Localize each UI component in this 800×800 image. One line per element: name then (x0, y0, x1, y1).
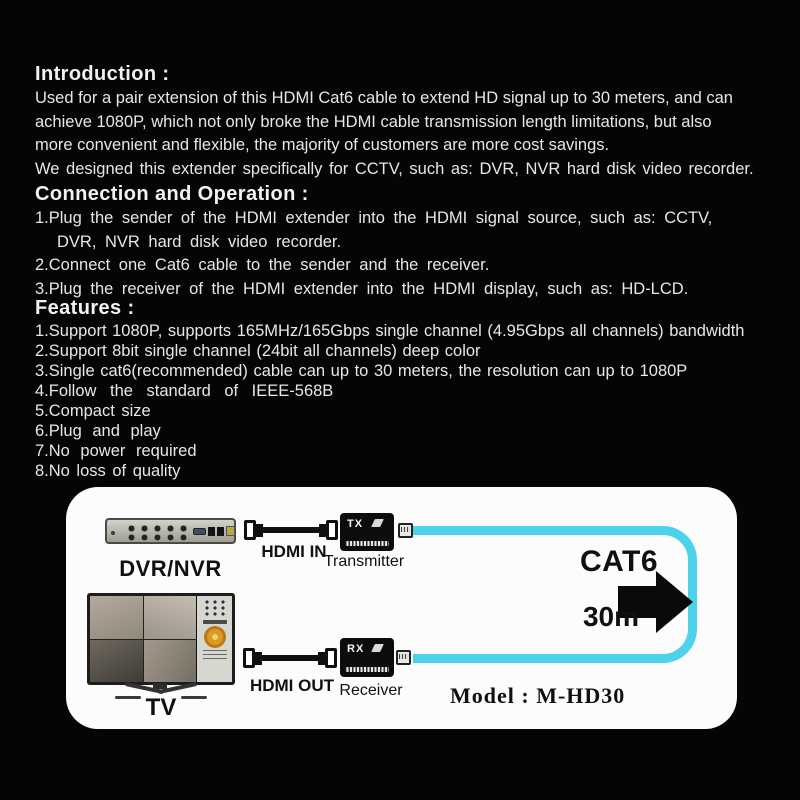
cable-type-label: CAT6 (579, 545, 659, 578)
fine-print-strip (345, 541, 389, 546)
feature-item: 1.Support 1080P, supports 165MHz/165Gbps single channel (4.95Gbps all channels) bandwidth (35, 322, 745, 340)
model-label: Model : M-HD30 (450, 683, 626, 708)
cctv-quad-view (90, 596, 196, 682)
cctv-camera-view (90, 640, 143, 683)
display-device-label: TV (145, 694, 177, 721)
dvr-device-illustration (105, 518, 236, 544)
introduction-heading: Introduction : (35, 63, 170, 85)
introduction-line: Used for a pair extension of this HDMI Cat6 cable to extend HD signal up to 30 meters, and can (35, 89, 733, 107)
tx-unit-label: TX (347, 518, 364, 530)
cctv-camera-view (144, 596, 197, 639)
transmitter-label: Transmitter (323, 553, 405, 570)
control-button-grid (202, 598, 228, 618)
cable-length-label: 30m (582, 601, 640, 632)
cable-ferrule (319, 524, 326, 537)
feature-item: 5.Compact size (35, 402, 151, 420)
usb-port-icon (217, 527, 224, 536)
cable-ferrule (318, 652, 325, 665)
hdmi-cable-illustration (243, 646, 337, 670)
features-section (35, 296, 770, 481)
tx-logo-mark (371, 519, 384, 527)
feature-item: 3.Single cat6(recommended) cable can up to 30 meters, the resolution can up to 1080P (35, 362, 688, 380)
tv-illustration (87, 593, 235, 685)
introduction-line: more convenient and flexible, the majority of customers are more cost savings. (35, 136, 610, 154)
connection-step: 3.Plug the receiver of the HDMI extender into the HDMI display, such as: HD-LCD. (35, 279, 689, 298)
cable-ferrule (255, 652, 262, 665)
introduction-line: We designed this extender specifically for CCTV, such as: DVR, NVR hard disk video recorder. (35, 159, 754, 178)
cable-cord (262, 655, 318, 661)
features-heading: Features : (35, 297, 135, 319)
connection-section (35, 182, 770, 301)
hdmi-plug-icon (244, 520, 256, 540)
cctv-camera-view (90, 596, 143, 639)
cable-cord (263, 527, 319, 533)
introduction-line: achieve 1080P, which not only broke the HDMI cable transmission length limitations, but also (35, 112, 712, 131)
hdmi-plug-icon (325, 648, 337, 668)
rx-unit-label: RX (347, 643, 365, 655)
rj45-plug-icon (398, 523, 413, 538)
hdmi-out-label: HDMI OUT (249, 676, 335, 695)
fine-print-strip (345, 667, 389, 672)
rj45-pins (401, 527, 410, 532)
feature-item: 6.Plug and play (35, 422, 161, 440)
control-text-lines (203, 650, 227, 662)
rj45-pins (399, 654, 408, 659)
feature-item: 2.Support 8bit single channel (24bit all channels) deep color (35, 342, 481, 360)
screw-icon (111, 531, 115, 535)
feature-item: 7.No power required (35, 442, 197, 460)
cctv-camera-view (144, 640, 197, 683)
connection-step: 1.Plug the sender of the HDMI extender into the HDMI signal source, such as: CCTV, (35, 209, 713, 227)
cat6-arrow-icon (656, 571, 693, 633)
receiver-unit-illustration (340, 638, 394, 677)
rj45-plug-icon (396, 650, 411, 665)
hdmi-in-label: HDMI IN (261, 542, 327, 561)
tv-screen (90, 596, 232, 682)
hdmi-plug-icon (326, 520, 338, 540)
feature-item: 4.Follow the standard of IEEE-568B (35, 382, 334, 400)
feature-item: 8.No loss of quality (35, 462, 181, 480)
vga-port-icon (193, 528, 206, 535)
connection-diagram-panel (66, 487, 737, 729)
connection-step: 2.Connect one Cat6 cable to the sender and the receiver. (35, 256, 490, 274)
connection-step-continued: DVR, NVR hard disk video recorder. (57, 232, 342, 251)
rx-logo-mark (371, 644, 384, 652)
bnc-connector-grid (125, 524, 189, 542)
transmitter-unit-illustration (340, 513, 394, 551)
hdmi-plug-icon (243, 648, 255, 668)
cctv-control-panel (197, 596, 232, 682)
connection-heading: Connection and Operation : (35, 183, 309, 205)
dpad-control-icon (204, 626, 226, 648)
introduction-section (35, 62, 770, 181)
usb-port-icon (208, 527, 215, 536)
receiver-label: Receiver (339, 682, 403, 699)
source-device-label: DVR/NVR (119, 556, 222, 581)
software-logo-strip (203, 620, 227, 624)
hdmi-cable-illustration (244, 518, 338, 542)
cable-ferrule (256, 524, 263, 537)
lan-port-icon (226, 526, 235, 536)
